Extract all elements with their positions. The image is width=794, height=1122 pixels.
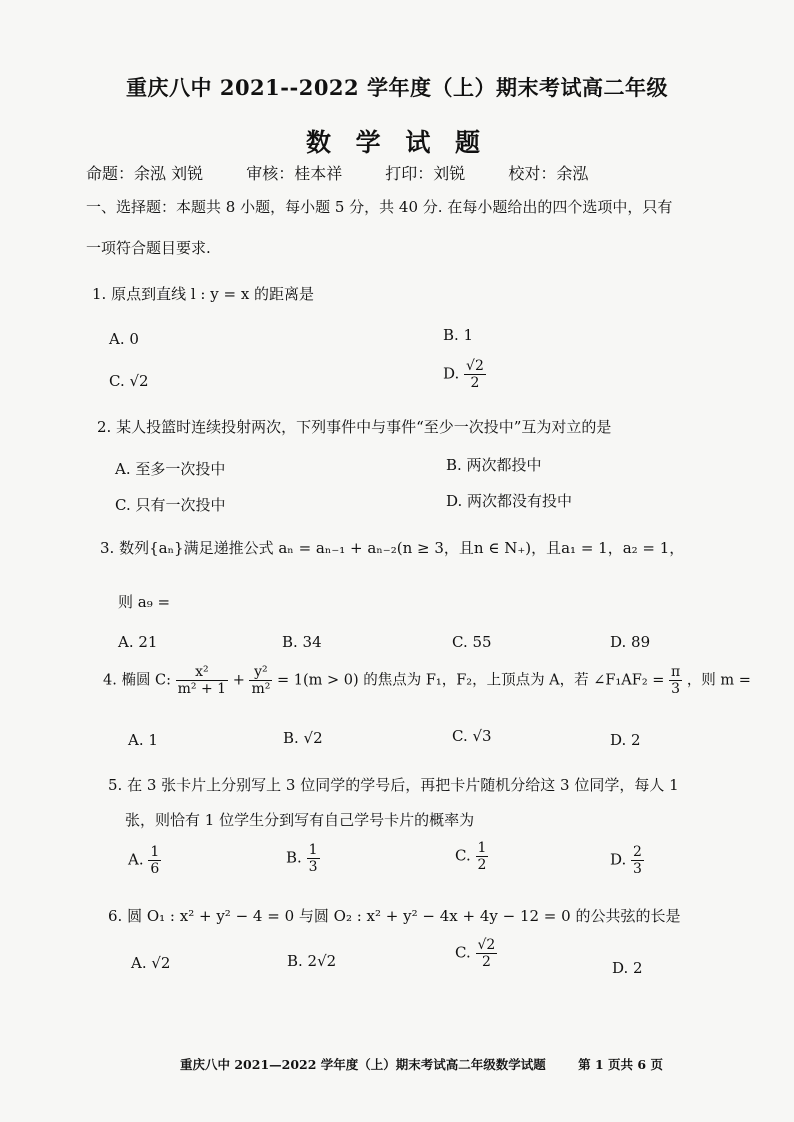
question-4 [103, 664, 751, 697]
q6-option-d: D. 2 [612, 959, 643, 977]
q5-option-d [610, 844, 644, 877]
meta-reviewer: 审核：桂本祥 [246, 164, 343, 183]
q5-b-numerator: 1 [308, 842, 318, 858]
question-5: 5. 在 3 张卡片上分别写上 3 位同学的学号后，再把卡片随机分给这 3 位同学，每人 1 [108, 776, 679, 794]
q4-angle-numerator: π [671, 664, 681, 680]
q3-option-b: B. 34 [282, 633, 322, 651]
question-6: 6. 圆 O₁ : x² + y² − 4 = 0 与圆 O₂ : x² + y² − 4x + 4y − 12 = 0 的公共弦的长是 [108, 907, 681, 925]
q6-c-denominator: 2 [481, 954, 491, 971]
question-3: 3. 数列{aₙ}满足递推公式 aₙ = aₙ₋₁ + aₙ₋₂(n ≥ 3，且n ∈ N₊)，且a₁ = 1，a₂ = 1， [100, 539, 685, 557]
q5-option-a [128, 844, 161, 877]
q4-angle-denominator: 3 [671, 681, 681, 698]
q3-option-c: C. 55 [452, 633, 492, 651]
meta-proofreader: 校对：余泓 [508, 164, 589, 183]
question-5-cont: 张，则恰有 1 位学生分到写有自己学号卡片的概率为 [125, 811, 475, 829]
footer-title: 重庆八中 2021—2022 学年度（上）期末考试高二年级数学试题 [180, 1057, 546, 1072]
q1-option-d-label: D. [443, 364, 460, 383]
q2-option-c: C. 只有一次投中 [115, 496, 226, 514]
exam-title: 重庆八中 2021--2022 学年度（上）期末考试高二年级 [126, 75, 668, 100]
q5-option-c [455, 840, 488, 873]
section-heading: 一、选择题：本题共 8 小题，每小题 5 分，共 40 分. 在每小题给出的四个选项中，只有 [86, 198, 673, 216]
section-heading-cont: 一项符合题目要求. [86, 239, 211, 257]
question-1: 1. 原点到直线 l : y = x 的距离是 [92, 285, 315, 303]
q5-d-numerator: 2 [633, 844, 642, 860]
page-number: 第 1 页共 6 页 [578, 1057, 663, 1072]
q4-fraction-y [249, 664, 272, 697]
meta-setter: 命题：余泓 刘锐 [86, 164, 204, 183]
meta-printer: 打印：刘锐 [385, 164, 466, 183]
q1-d-denominator: 2 [470, 375, 480, 392]
q4-x-numerator: x² [176, 664, 228, 681]
q4-x-denominator: m² + 1 [177, 681, 227, 698]
q1-option-d [443, 358, 486, 391]
q5-option-b-label: B. [286, 848, 302, 867]
q1-option-c: C. √2 [109, 372, 149, 390]
q1-option-d-fraction [464, 358, 486, 391]
q5-a-numerator: 1 [150, 844, 160, 860]
author-meta [86, 161, 736, 184]
q4-plus: + [232, 672, 245, 689]
q4-option-b: B. √2 [283, 729, 323, 747]
q5-c-fraction [476, 840, 489, 873]
q5-a-fraction [148, 844, 161, 877]
q4-y-numerator: y² [249, 664, 272, 681]
q2-option-d: D. 两次都没有投中 [446, 492, 573, 510]
exam-subject: 数 学 试 题 [305, 128, 489, 157]
q4-prefix: 4. 椭圆 C: [103, 672, 172, 689]
q5-c-numerator: 1 [477, 840, 487, 856]
q4-option-a: A. 1 [128, 731, 158, 749]
q5-d-fraction [631, 844, 644, 877]
q6-option-b: B. 2√2 [287, 952, 337, 970]
q2-option-a: A. 至多一次投中 [115, 460, 226, 478]
q6-c-numerator: √2 [477, 937, 496, 953]
q2-option-b: B. 两次都投中 [446, 456, 542, 474]
q4-fraction-angle [669, 664, 682, 697]
q4-option-d: D. 2 [610, 731, 641, 749]
q6-option-a: A. √2 [131, 954, 171, 972]
q5-option-b [286, 842, 320, 875]
q5-a-denominator: 6 [150, 861, 160, 878]
q1-option-a: A. 0 [109, 330, 139, 348]
q5-option-c-label: C. [455, 846, 471, 865]
q1-option-b: B. 1 [443, 326, 474, 344]
q1-d-numerator: √2 [466, 358, 484, 374]
q5-b-denominator: 3 [308, 859, 318, 876]
q3-option-a: A. 21 [118, 633, 158, 651]
q4-option-c: C. √3 [452, 727, 492, 745]
q4-y-denominator: m² [251, 681, 271, 698]
q5-option-a-label: A. [128, 850, 144, 869]
q5-c-denominator: 2 [477, 857, 487, 874]
q5-d-denominator: 3 [633, 861, 642, 878]
q3-option-d: D. 89 [610, 633, 651, 651]
question-3-cont: 则 a₉ = [118, 593, 171, 611]
page-footer [180, 1055, 663, 1073]
q6-option-c-label: C. [455, 943, 471, 962]
q5-b-fraction [307, 842, 320, 875]
q6-c-fraction [476, 937, 498, 970]
q4-fraction-x [176, 664, 228, 697]
question-2: 2. 某人投篮时连续投射两次，下列事件中与事件“至少一次投中”互为对立的是 [97, 418, 612, 436]
q6-option-c [455, 937, 497, 970]
q5-option-d-label: D. [610, 850, 627, 869]
q4-suffix: ，则 m = [686, 672, 751, 689]
q4-middle: = 1(m > 0) 的焦点为 F₁，F₂，上顶点为 A，若 ∠F₁AF₂ = [276, 672, 665, 689]
